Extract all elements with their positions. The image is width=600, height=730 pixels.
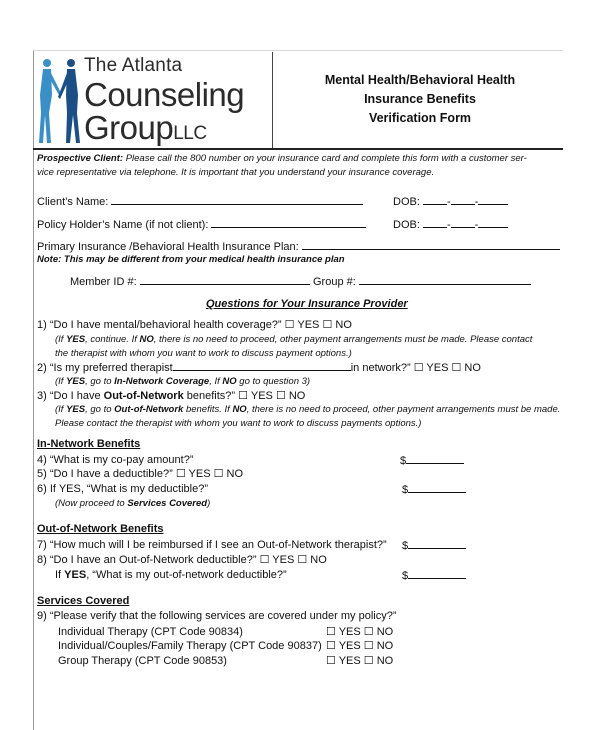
dob-sep: -	[474, 219, 479, 231]
title-line-3: Verification Form	[368, 111, 472, 125]
policy-holder-label: Policy Holder’s Name (if not client):	[37, 219, 209, 231]
out-network-deductible-amount	[402, 568, 466, 583]
q2-text: “Is my preferred therapist	[49, 362, 173, 374]
member-id-field[interactable]	[140, 274, 310, 285]
q3-text: “Do I have	[49, 390, 104, 402]
preferred-therapist-field[interactable]	[173, 360, 351, 371]
service-item: Individual/Couples/Family Therapy (CPT Code 90837)	[58, 640, 322, 652]
client-dob-row	[393, 194, 508, 209]
q6-note-text: )	[207, 498, 211, 509]
question-3	[37, 389, 305, 403]
service-3-no-checkbox[interactable]: ☐ NO	[363, 655, 394, 667]
q2-note-no: NO	[222, 376, 237, 387]
q2-no-checkbox[interactable]: ☐ NO	[451, 362, 481, 374]
q1-note-text: (If	[55, 334, 67, 345]
q4-text: “What is my co-pay amount?”	[49, 454, 194, 466]
copay-field[interactable]	[406, 453, 464, 464]
question-7	[37, 538, 387, 552]
service-item-checks	[326, 625, 393, 639]
client-dob-day[interactable]	[451, 194, 475, 205]
reimbursement-field[interactable]	[408, 538, 466, 549]
logo-wordmark	[84, 56, 244, 144]
holder-dob-label: DOB:	[393, 219, 420, 231]
question-9	[37, 609, 397, 623]
logo-group: Group	[84, 109, 174, 146]
deductible-amount	[402, 482, 466, 497]
q3-text: benefits?”	[183, 390, 236, 402]
q4-number: 4)	[37, 454, 47, 466]
service-1-yes-checkbox[interactable]: ☐ YES	[326, 626, 361, 638]
group-label: Group #:	[313, 276, 356, 288]
title-line-2: Insurance Benefits	[364, 92, 476, 106]
q3-note-text: benefits. If	[183, 404, 233, 415]
q7-text: “How much will I be reimbursed if I see an Out-of-Network therapist?”	[49, 539, 387, 551]
q3-yes-checkbox[interactable]: ☐ YES	[238, 390, 273, 402]
out-network-heading: Out-of-Network Benefits	[37, 523, 164, 535]
q8b-text: If	[55, 569, 65, 581]
logo-figures-icon	[36, 55, 84, 147]
service-2-no-checkbox[interactable]: ☐ NO	[363, 640, 394, 652]
intro-text-1: Please call the 800 number on your insurance card and complete this form with a customer ser-	[123, 153, 527, 164]
q2-yes-checkbox[interactable]: ☐ YES	[413, 362, 449, 374]
q3-no-checkbox[interactable]: ☐ NO	[275, 390, 306, 402]
question-8	[37, 553, 327, 567]
group-field[interactable]	[359, 274, 531, 285]
q8b-yes: YES	[64, 569, 87, 581]
q6-note-bold: Services Covered	[127, 498, 208, 509]
questions-heading: Questions for Your Insurance Provider	[206, 298, 408, 310]
dob-sep: -	[474, 196, 479, 208]
service-item: Group Therapy (CPT Code 90853)	[58, 655, 227, 667]
q9-number: 9)	[37, 610, 47, 622]
q5-text: “Do I have a deductible?”	[49, 468, 173, 480]
q8-text: “Do I have an Out-of-Network deductible?”	[49, 554, 257, 566]
q2-note-text: (If	[55, 376, 67, 387]
question-4	[37, 453, 194, 467]
logo-llc: LLC	[173, 123, 207, 144]
q1-note-yes: YES	[66, 334, 86, 345]
q2-note	[55, 375, 310, 389]
holder-dob-year[interactable]	[478, 217, 508, 228]
title-line-1: Mental Health/Behavioral Health	[324, 73, 516, 87]
header-rule	[33, 148, 563, 150]
logo-line-3	[84, 111, 244, 144]
deductible-field[interactable]	[408, 482, 466, 493]
service-item-checks	[326, 654, 393, 668]
intro-line-2: vice representative via telephone. It is important that you understand your insurance coverage.	[37, 167, 435, 178]
q8-no-checkbox[interactable]: ☐ NO	[297, 554, 327, 566]
q1-note-text: , there is no need to proceed, other payment arrangements must be made. Please contact	[153, 334, 533, 345]
client-name-label: Client’s Name:	[37, 196, 109, 208]
page-left-border	[33, 50, 34, 730]
q1-text: “Do I have mental/behavioral health coverage?”	[49, 319, 282, 331]
service-item: Individual Therapy (CPT Code 90834)	[58, 626, 243, 638]
q2-note-in-network: In-Network Coverage	[114, 376, 210, 387]
q3-text-bold: Out-of-Network	[103, 390, 184, 402]
client-name-field[interactable]	[111, 194, 363, 205]
dollar-sign: $	[402, 484, 409, 496]
dollar-sign: $	[402, 570, 409, 582]
q3-number: 3)	[37, 390, 47, 402]
client-dob-year[interactable]	[478, 194, 508, 205]
q2-note-text: , go to	[85, 376, 115, 387]
q5-no-checkbox[interactable]: ☐ NO	[213, 468, 244, 480]
q7-number: 7)	[37, 539, 47, 551]
intro-line-1	[37, 152, 527, 166]
insurance-plan-field[interactable]	[302, 239, 560, 250]
group-row	[313, 274, 531, 289]
q1-yes-checkbox[interactable]: ☐ YES	[284, 319, 320, 331]
holder-dob-day[interactable]	[451, 217, 475, 228]
q8-number: 8)	[37, 554, 47, 566]
q2-note-text: , If	[209, 376, 223, 387]
page-top-border	[33, 50, 563, 51]
out-network-deductible-field[interactable]	[408, 568, 466, 579]
service-item-checks	[326, 639, 393, 653]
member-id-row	[70, 274, 310, 289]
client-dob-month[interactable]	[423, 194, 447, 205]
q1-note-1	[55, 333, 532, 347]
q9-text: “Please verify that the following services are covered under my policy?”	[49, 610, 397, 622]
q2-note-yes: YES	[66, 376, 86, 387]
q2-note-text: go to question 3)	[236, 376, 311, 387]
client-dob-label: DOB:	[393, 196, 420, 208]
question-2	[37, 360, 481, 375]
holder-dob-month[interactable]	[423, 217, 447, 228]
client-name-row	[37, 194, 363, 209]
policy-holder-row	[37, 217, 366, 232]
q6-note	[55, 497, 210, 511]
q3-note-text: (If	[55, 404, 67, 415]
policy-holder-field[interactable]	[211, 217, 366, 228]
insurance-plan-label: Primary Insurance /Behavioral Health Insurance Plan:	[37, 241, 299, 253]
q3-note-text: , go to	[85, 404, 115, 415]
form-title	[282, 71, 558, 128]
q3-note-1	[55, 403, 560, 417]
q6-number: 6)	[37, 483, 47, 495]
q5-yes-checkbox[interactable]: ☐ YES	[175, 468, 211, 480]
q5-number: 5)	[37, 468, 47, 480]
header-divider	[272, 52, 273, 148]
plan-note: Note: This may be different from your medical health insurance plan	[37, 254, 345, 265]
q1-note-no: NO	[139, 334, 154, 345]
dollar-sign: $	[402, 540, 409, 552]
service-1-no-checkbox[interactable]: ☐ NO	[363, 626, 394, 638]
in-network-heading: In-Network Benefits	[37, 438, 141, 450]
q3-note-no: NO	[232, 404, 247, 415]
q1-note-2: the therapist with whom you want to work to discuss payment options.)	[55, 348, 352, 359]
question-6	[37, 482, 208, 496]
insurance-plan-row	[37, 239, 560, 254]
copay-amount	[400, 453, 464, 468]
q8b-text: , “What is my out-of-network deductible?”	[86, 569, 287, 581]
dob-sep: -	[446, 219, 451, 231]
dollar-sign: $	[400, 455, 407, 467]
q3-note-text: , there is no need to proceed, other payment arrangements must be made.	[246, 404, 561, 415]
q6-note-text: (Now proceed to	[55, 498, 128, 509]
service-2-yes-checkbox[interactable]: ☐ YES	[326, 640, 361, 652]
services-heading: Services Covered	[37, 595, 130, 607]
question-5	[37, 467, 243, 481]
holder-dob-row	[393, 217, 508, 232]
logo-line-2: Counseling	[84, 76, 245, 113]
intro-label: Prospective Client:	[37, 153, 124, 164]
q6-text: If YES, “What is my deductible?”	[49, 483, 208, 495]
q1-note-text: , continue. If	[85, 334, 140, 345]
q8-yes-checkbox[interactable]: ☐ YES	[259, 554, 295, 566]
q3-note-out-network: Out-of-Network	[114, 404, 184, 415]
reimbursement-amount	[402, 538, 466, 553]
q1-no-checkbox[interactable]: ☐ NO	[322, 319, 352, 331]
logo-line-1: The Atlanta	[84, 55, 183, 76]
question-1	[37, 318, 352, 332]
q3-note-2: Please contact the therapist with whom you want to work to discuss payments options.)	[55, 418, 422, 429]
q1-number: 1)	[37, 319, 47, 331]
q2-number: 2)	[37, 362, 47, 374]
q3-note-yes: YES	[66, 404, 86, 415]
member-id-label: Member ID #:	[70, 276, 137, 288]
dob-sep: -	[446, 196, 451, 208]
service-3-yes-checkbox[interactable]: ☐ YES	[326, 655, 361, 667]
question-8b	[55, 568, 287, 582]
q2-text-end: in network?”	[350, 362, 411, 374]
